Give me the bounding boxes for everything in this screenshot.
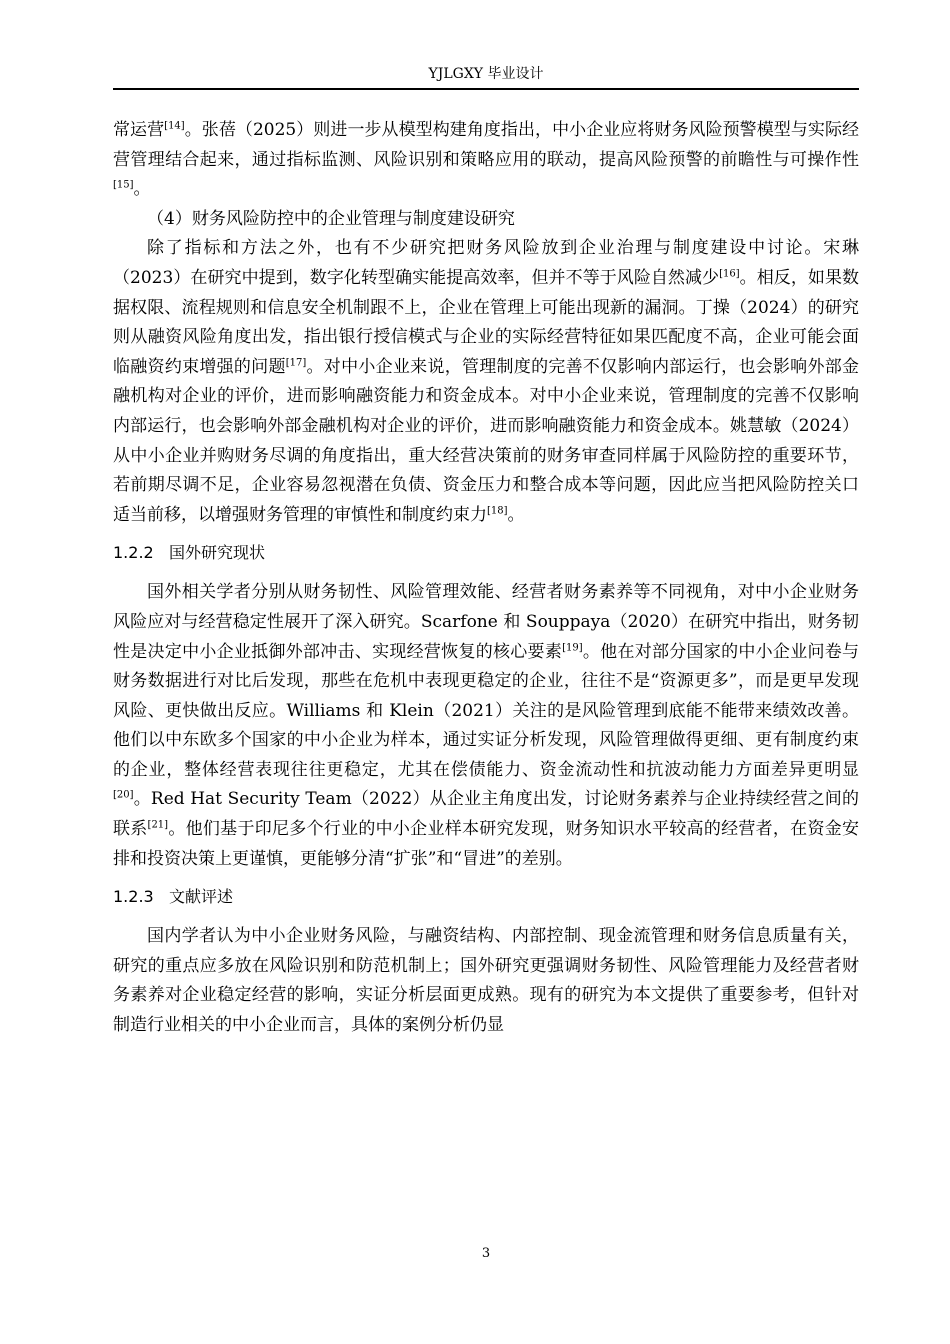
paragraph-management-research: 除了指标和方法之外，也有不少研究把财务风险放到企业治理与制度建设中讨论。宋琳（2023）在研究中提到，数字化转型确实能提高效率，但并不等于风险自然减少[16]。相反，如果数据权限、流程规则和信息安全机制跟不上，企业在管理上可能出现新的漏洞。丁操（2024）的研究则从融资风险角度出发，指出银行授信模式与企业的实际经营特征如果匹配度不高，企业可能会面临融资约束增强的问题[17]。对中小企业来说，管理制度的完善不仅影响内部运行，也会影响外部金融机构对企业的评价，进而影响融资能力和资金成本。对中小企业来说，管理制度的完善不仅影响内部运行，也会影响外部金融机构对企业的评价，进而影响融资能力和资金成本。姚慧敏（2024）从中小企业并购财务尽调的角度指出，重大经营决策前的财务审查同样属于风险防控的重要环节，若前期尽调不足，企业容易忽视潜在负债、资金压力和整合成本等问题，因此应当把风险防控关口适当前移，以增强财务管理的审慎性和制度约束力[18]。	[113, 238, 860, 525]
page-header	[113, 65, 859, 83]
document-body	[113, 116, 859, 1041]
paragraph-literature-review: 国内学者认为中小企业财务风险，与融资结构、内部控制、现金流管理和财务信息质量有关，研究的重点应多放在风险识别和防范机制上；国外研究更强调财务韧性、风险管理能力及经营者财务素养对企业稳定经营的影响，实证分析层面更成熟。现有的研究为本文提供了重要参考，但针对制造行业相关的中小企业而言，具体的案例分析仍显	[113, 926, 859, 1036]
section-title: 国外研究现状	[169, 543, 266, 563]
citation-ref: [15]	[113, 179, 134, 191]
section-heading-literature-review	[113, 883, 859, 911]
section-number: 1.2.2	[113, 543, 154, 563]
section-title: 文献评述	[169, 887, 234, 907]
citation-ref: [16]	[719, 268, 740, 280]
paragraph-continued: 常运营[14]。张蓓（2025）则进一步从模型构建角度指出，中小企业应将财务风险预警模型与实际经营管理结合起来，通过指标监测、风险识别和策略应用的联动，提高风险预警的前瞻性与可操作性[15]。	[113, 120, 860, 200]
paragraph-foreign-research: 国外相关学者分别从财务韧性、风险管理效能、经营者财务素养等不同视角，对中小企业财务风险应对与经营稳定性展开了深入研究。Scarfone 和 Souppaya（2020）在研究中指出，财务韧性是决定中小企业抵御外部冲击、实现经营恢复的核心要素[19]。他在对部分国家的中小企业问卷与财务数据进行对比后发现，那些在危机中表现更稳定的企业，往往不是“资源更多”，而是更早发现风险、更快做出反应。Williams 和 Klein（2021）关注的是风险管理到底能不能带来绩效改善。他们以中东欧多个国家的中小企业为样本，通过实证分析发现，风险管理做得更细、更有制度约束的企业，整体经营表现往往更稳定，尤其在偿债能力、资金流动性和抗波动能力方面差异更明显[20]。Red Hat Security Team（2022）从企业主角度出发，讨论财务素养与企业持续经营之间的联系[21]。他们基于印尼多个行业的中小企业样本研究发现，财务知识水平较高的经营者，在资金安排和投资决策上更谨慎，更能够分清“扩张”和“冒进”的差别。	[113, 582, 860, 869]
citation-ref: [21]	[147, 819, 169, 831]
section-heading-foreign-research	[113, 539, 859, 567]
header-divider	[113, 88, 859, 90]
subheading-management-research: （4）财务风险防控中的企业管理与制度建设研究	[147, 208, 515, 229]
citation-ref: [14]	[164, 120, 185, 132]
citation-ref: [17]	[285, 357, 307, 369]
page-footer	[113, 1246, 859, 1262]
section-number: 1.2.3	[113, 887, 154, 907]
citation-ref: [20]	[113, 789, 134, 801]
page-number: 3	[481, 1246, 491, 1261]
header-title: YJLGXY 毕业设计	[428, 66, 544, 82]
citation-ref: [19]	[562, 641, 583, 653]
citation-ref: [18]	[487, 505, 508, 517]
